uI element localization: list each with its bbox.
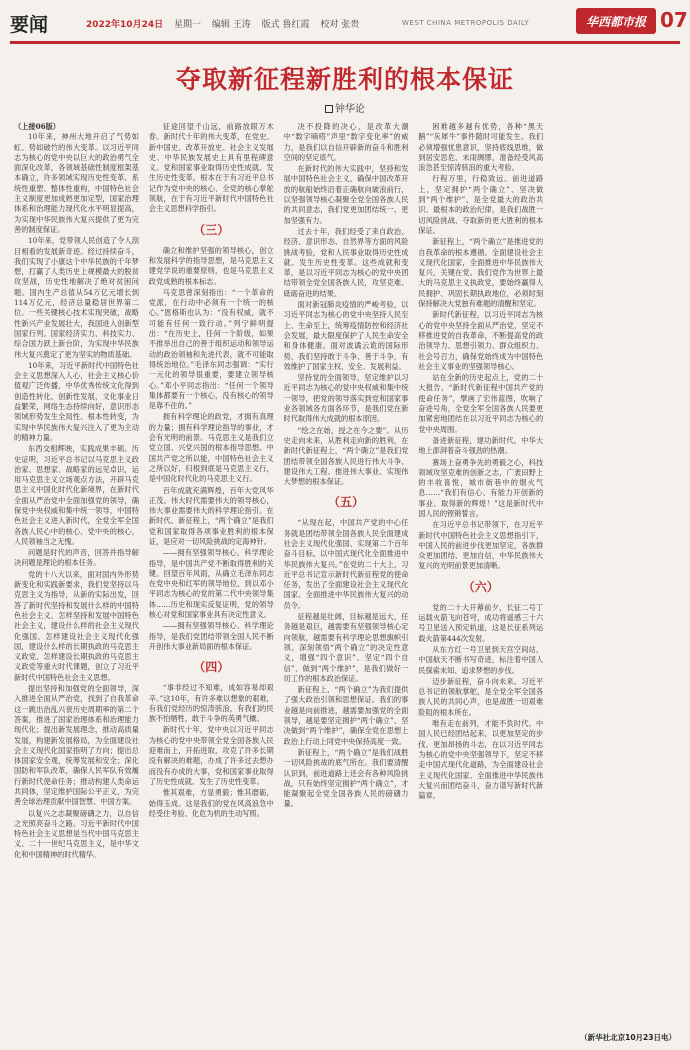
paragraph: 10年来，神州大地开启了气势如虹、势如破竹的伟大变革。以习近平同志为核心的党中央以巨大的政治勇气全面深化改革，各领域基础性制度框架基本确立，许多领域实现历史性变革、系统性重塑、整体性重构，中国特色社会主义制度更加成熟更加定型，国家治理体系和治理能力现代化水平明显提高，为实现中华民族伟大复兴提供了更为完善的制度保证。 (14, 132, 139, 234)
section-number: （三） (193, 222, 230, 237)
paragraph: 迈步新征程，奋斗向未来。习近平总书记的领航掌舵，是全党全军全国各族人民的共同心声，也是战胜一切艰难险阻的根本所在。 (418, 676, 544, 717)
header-info (86, 17, 367, 30)
column-4 (418, 122, 543, 1022)
paper-english-name: WEST CHINA METROPOLIS DAILY (402, 19, 530, 27)
paragraph: 新征程上，“两个确立”是我们战胜一切风险挑战的底气所在。我们要清醒认识到，前进道路上还会有各种风险挑战，只有始终坚定拥护“两个确立”，才能凝聚起全党全国各族人民的磅礴力量。 (283, 747, 409, 809)
byline-box-icon (325, 105, 333, 113)
article-title: 夺取新征程新胜利的根本保证 (175, 65, 514, 94)
paper-logo: 华西都市报 (576, 8, 656, 34)
proofreader: 校对 张贵 (320, 20, 360, 30)
column-2 (149, 122, 274, 1022)
section-number: （四） (193, 660, 230, 675)
paragraph: 马克思曾深刻指出：“一个革命的党派，在行动中必须有一个统一的核心。”恩格斯也认为：“没有权威，就不可能有任何一致行动。”列宁鲜明提出：“在历史上，任何一个阶级，如果不推举出自己的善于组织运动和领导运动的政治领袖和先进代表，就不可能取得统治地位。”毛泽东同志强调：“实行一元化的领导很重要，要建立领导核心。”邓小平同志指出：“任何一个领导集体都要有一个核心，没有核心的领导是靠不住的。” (148, 287, 274, 411)
section-name: 要闻 (10, 14, 49, 36)
paragraph: 困难越多越有优势，各种“黑天鹅”“灰犀牛”事件随时可能发生。我们必须增强忧患意识，坚持底线思维，做到居安思危、未雨绸缪，准备经受风高浪急甚至惊涛骇浪的重大考验。 (418, 122, 544, 173)
article-body (14, 122, 678, 1022)
editor: 编辑 王涛 (211, 20, 251, 30)
article-author (0, 100, 690, 115)
page-number: 07 (660, 8, 688, 32)
article-source: （新华社北京10月23日电） (580, 1033, 676, 1042)
page-header (10, 0, 688, 44)
paragraph: 决不投降的决心，是改革大潮中“数字嘀嗒”声里“数字变化率”的威力，是我们以自信开辟新的奋斗和胜利空间的坚定底气。 (283, 122, 409, 162)
paragraph: 从东方红一号卫星到天宫空间站，中国航天不断书写奇迹，标注着中国人民探索未知、追求梦想的步伐。 (418, 644, 544, 675)
paragraph: 新征程上，“两个确立”是推进党的自我革命的根本遵循。全面建设社会主义现代化国家，全面推进中华民族伟大复兴，关键在党。我们党作为世界上最大的马克思主义执政党，要始终赢得人民拥护、巩固长期执政地位，必须时刻保持解决大党独有难题的清醒和坚定。 (418, 237, 544, 309)
designer: 版式 鲁红霞 (261, 20, 310, 30)
paragraph: ——拥有坚强领导核心，科学理论指导，是中国共产党不断取得胜利的关键。回望百年风雨，从确立毛泽东同志在党中央和红军的领导地位，到以邓小平同志为核心的党的第二代中央领导集体……历史和现实反复证明，党的领导核心对党和国家事业具有决定性意义。 (148, 548, 274, 620)
paragraph: 东西交相辉映，实践成果丰硕。历史证明，习近平总书记以马克思主义政治家、思想家、战略家的远见卓识，运用马克思主义立场观点方法，开辟马克思主义中国化时代化新境界，在新时代全面从严治党中全面加强党的领导，确保党中央权威和集中统一领导，中国特色社会主义进入新时代，全党全军全国各族人民心中的核心、党中央的核心，人民领袖当之无愧。 (14, 444, 139, 546)
paragraph: 党的十八大以来，面对国内外形势新变化和实践新要求，我们党坚持以马克思主义为指导，从新的实际出发，回答了新时代坚持和发展什么样的中国特色社会主义、怎样坚持和发展中国特色社会主义，建设什么样的社会主义现代化强国、怎样建设社会主义现代化强国，建设什么样的长期执政的马克思主义政党、怎样建设长期执政的马克思主义政党等重大时代课题，创立了习近平新时代中国特色社会主义思想。 (14, 569, 139, 682)
paragraph: 党的二十大开幕前夕，长征二号丁运载火箭飞向苍穹，成功将遥感三十六号卫星送入预定轨道，这是长征系列运载火箭第444次发射。 (418, 602, 544, 643)
paragraph: 百年成就充满辉煌，百年大党风华正茂。伟大时代需要伟大的领导核心，伟大事业需要伟大的科学理论指引。在新时代、新征程上，“两个确立”是我们党和国家取得各项事业胜利的根本保证，是应对一切风险挑战的定海神针。 (148, 485, 274, 546)
paragraph: 惟其艰难，方显勇毅；惟其磨砺，始得玉成。这是我们的党在风高浪急中经受住考验、化危为机的生动写照。 (148, 788, 274, 818)
paragraph: “事非经过不知难，成如容易却艰辛。”这10年，有许多难以想象的艰难，有我们党经历的惊涛骇浪，有我们的民族不怕牺牲、敢于斗争的英勇气概。 (148, 683, 274, 724)
paragraph: 坚持党的全面领导，坚定维护以习近平同志为核心的党中央权威和集中统一领导，把党的领导落实到党和国家事业各领域各方面各环节，是我们党在新时代取得伟大成就的根本原因。 (283, 373, 409, 424)
paragraph: “绘之在始，授之在今之要”。从历史走向未来，从胜利走向新的胜利，在新时代新征程上，“两个确立”是我们党团结带领全国各族人民进行伟大斗争、建设伟大工程、推进伟大事业、实现伟大梦想的根本保证。 (283, 425, 409, 487)
paragraph: “从现在起，中国共产党的中心任务就是团结带领全国各族人民全面建成社会主义现代化强国、实现第二个百年奋斗目标，以中国式现代化全面推进中华民族伟大复兴。”在党的二十大上，习近平总书记宣示新时代新征程党的使命任务，发出了全面建设社会主义现代化国家、全面推进中华民族伟大复兴的动员令。 (283, 518, 409, 610)
paragraph: 备进新征程，建功新时代。中华大地上澎湃着奋斗强劲的热潮。 (418, 435, 544, 456)
paragraph: 10年来，党带领人民创造了令人刮目相看的发展新奇迹。经过持续奋斗，我们实现了小康这个中华民族的千年梦想，打赢了人类历史上规模最大的脱贫攻坚战，历史性地解决了绝对贫困问题。国内生产总值从54万亿元增长到114万亿元，经济总量稳居世界第二位。一些关键核心技术实现突破，战略性新兴产业发展壮大，我国进入创新型国家行列。国家经济实力、科技实力、综合国力跃上新台阶，为实现中华民族伟大复兴奠定了更为坚实的物质基础。 (14, 236, 139, 359)
continuation-note: （上接06版） (14, 122, 60, 131)
paragraph: 拥有科学理论的政党，才拥有真理的力量；拥有科学理论指导的事业，才会有光明的前景。马克思主义是我们立党立国、兴党兴国的根本指导思想。中国共产党之所以能，中国特色社会主义之所以好，归根到底是马克思主义行，是中国化时代化的马克思主义行。 (148, 412, 274, 484)
paragraph: ——拥有坚强领导核心、科学理论指导，是我们党团结带领全国人民不断开创伟大事业新局面的根本保证。 (148, 621, 274, 651)
issue-date: 2022年10月24日 (86, 20, 164, 30)
paragraph: 问题是时代的声音，回答并指导解决问题是理论的根本任务。 (14, 548, 139, 568)
paragraph: 提出坚持和加强党的全面领导，深入推进全面从严治党，找到了自我革命这一跳出治乱兴衰历史周期率的第二个答案，推进了国家治理体系和治理能力现代化；提出新发展理念，推动高质量发展，构建新发展格局，为全面建设社会主义现代化国家指明了方向；提出总体国家安全观，统筹发展和安全；深化国防和军队改革，确保人民军队有效履行新时代使命任务；推动构建人类命运共同体，坚定维护国际公平正义，为完善全球治理贡献中国智慧、中国方案。 (14, 684, 139, 807)
paragraph: 唯有走在前列，才能不负时代。中国人民已经团结起来，以更加坚定的步伐、更加昂扬的斗志，在以习近平同志为核心的党中央坚强领导下，坚定不移走中国式现代化道路，为全面建设社会主义现代化国家、全面推进中华民族伟大复兴而团结奋斗，奋力谱写新时代新篇章。 (418, 719, 544, 801)
column-1 (14, 122, 139, 1022)
paragraph: 在习近平总书记带领下，在习近平新时代中国特色社会主义思想指引下，中国人民的前进步伐更加坚定，各族群众更加团结、更加自信，中华民族伟大复兴的光明前景更加清晰。 (418, 520, 544, 571)
column-5 (553, 122, 678, 1022)
paragraph: 征途回望千山远，前路放眼万木春。新时代十年的伟大变革，在党史、新中国史、改革开放史、社会主义发展史、中华民族发展史上具有里程碑意义。党和国家事业取得历史性成就、发生历史性变革，根本在于有习近平总书记作为党中央的核心、全党的核心掌舵领航，在于有习近平新时代中国特色社会主义思想科学指引。 (148, 122, 274, 214)
paragraph: 赛场上奋勇争先的勇毅之心，科技领域攻坚克难的创新之志，广袤田野上的丰收喜悦，城市街巷中的烟火气息……“我们有信心、有能力开创新的事业、取得新的辉煌！”这是新时代中国人民的铿锵誓言。 (418, 457, 544, 518)
paragraph: 站在全新的历史起点上，党的二十大报告，“新时代新征程中国共产党的使命任务”，擘画了宏伟蓝图，吹响了奋进号角，全党全军全国各族人民要更加紧密地团结在以习近平同志为核心的党中央周围。 (418, 373, 544, 434)
paragraph: 新时代十年，党中央以习近平同志为核心的党中央带领全党全国各族人民迎难而上，开拓进取，攻克了许多长期没有解决的难题，办成了许多过去想办而没有办成的大事，党和国家事业取得了历史性成就、发生了历史性变革。 (148, 725, 274, 786)
section-number: （五） (327, 495, 364, 510)
weekday: 星期一 (173, 20, 201, 30)
paragraph: 行程万里，行稳致远。前进道路上，坚定拥护“两个确立”、坚决做到“两个维护”，是全党最大的政治共识、最根本的政治纪律，是我们战胜一切风险挑战、夺取新的更大胜利的根本保证。 (418, 174, 544, 235)
author-name: 钟华论 (335, 104, 365, 115)
paragraph: 在新时代的伟大实践中，坚持和发展中国特色社会主义，确保中国改革开放的航船始终沿着正确航向破浪前行，以坚强领导核心凝聚全党全国各族人民的共同意志，我们党更加团结统一、更加坚强有力。 (283, 164, 409, 225)
section-number: （六） (462, 579, 499, 594)
paragraph: 确立和维护坚强的领导核心，创立和发展科学的指导思想，是马克思主义建党学说的重要原则，也是马克思主义政党成熟的根本标志。 (148, 245, 274, 286)
paragraph: 新征程上，“两个确立”为我们提供了强大政治引领和思想保证。我们的事业越是向前推进，越需要加强党的全面领导，越是要坚定拥护“两个确立”、坚决做到“两个维护”，确保全党在思想上政治上行动上同党中央保持高度一致。 (283, 685, 409, 746)
paragraph: 新时代新征程，以习近平同志为核心的党中央坚持全面从严治党，坚定不移推进党的自我革命，不断提高党的政治领导力、思想引领力、群众组织力、社会号召力，确保党始终成为中国特色社会主义事业的坚强领导核心。 (418, 310, 544, 371)
paragraph: 过去十年，我们经受了来自政治、经济、意识形态、自然界等方面的风险挑战考验，党和人民事业取得历史性成就、发生历史性变革。这些成就和变革，是以习近平同志为核心的党中央团结带领全党全国各族人民，攻坚克难、砥砺奋进的结果。 (283, 226, 409, 298)
column-3 (284, 122, 409, 1022)
paragraph: 10年来，习近平新时代中国特色社会主义思想深入人心，社会主义核心价值观广泛传播，中华优秀传统文化得到创造性转化、创新性发展，文化事业日益繁荣，网络生态持续向好，意识形态领域形势发生全局性、根本性转变，为实现中华民族伟大复兴注入了更为主动的精神力量。 (14, 360, 139, 442)
paragraph: 征程越是壮阔，目标越是远大，任务越是艰巨，越需要有坚强领导核心定向领航，越需要有科学理论思想旗帜引领。深刻领悟“两个确立”的决定性意义，增强“四个意识”、坚定“四个自信”、做到“两个维护”，是我们做好一切工作的根本政治保证。 (283, 612, 409, 683)
paragraph: 以复兴之志凝聚磅礴之力，以自信之光照亮奋斗之路。习近平新时代中国特色社会主义思想是当代中国马克思主义、二十一世纪马克思主义，是中华文化和中国精神的时代精华。 (14, 808, 139, 859)
paragraph: 面对新冠肺炎疫情的严峻考验，以习近平同志为核心的党中央坚持人民至上、生命至上，统筹疫情防控和经济社会发展，最大限度保护了人民生命安全和身体健康。面对波谲云诡的国际形势，我们坚持敢于斗争、善于斗争，有效维护了国家主权、安全、发展利益。 (283, 300, 409, 371)
